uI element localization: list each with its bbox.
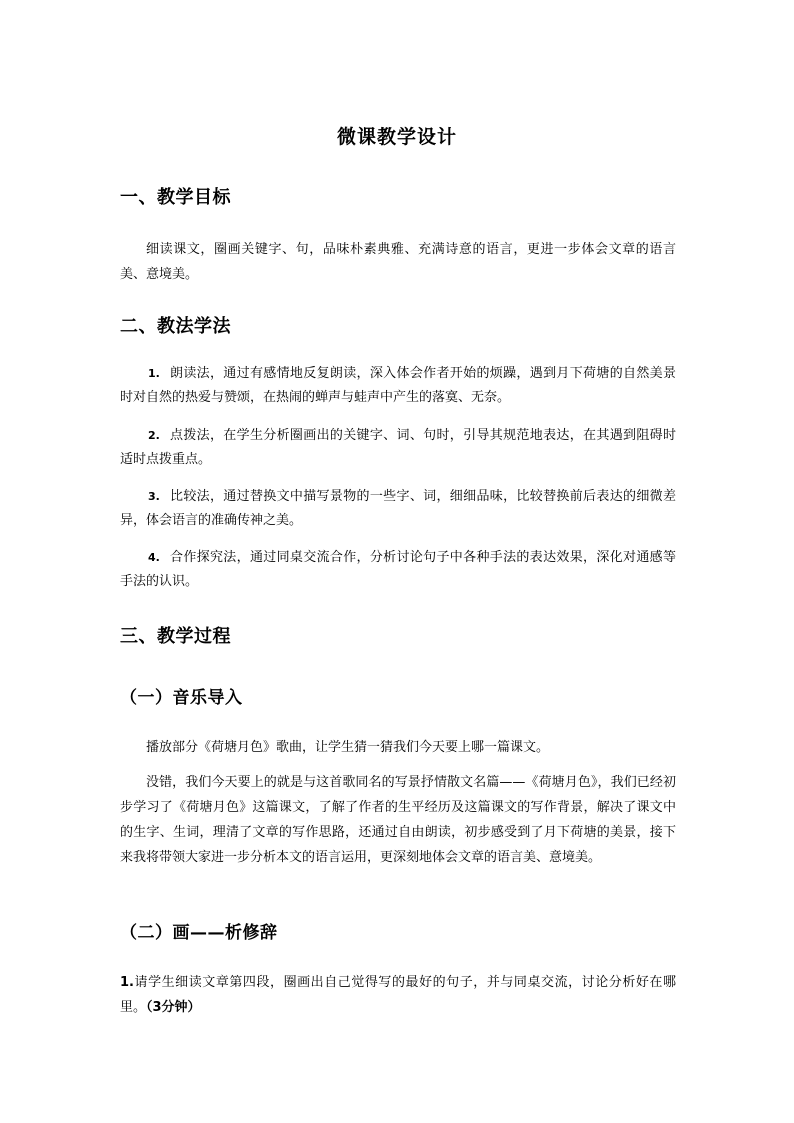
section-heading-process: 三、教学过程	[120, 626, 231, 647]
list-item-number: 1.	[148, 367, 160, 380]
document-title: 微课教学设计	[336, 126, 457, 148]
subsection-heading-rhetoric: （二）画——析修辞	[120, 923, 278, 943]
goals-paragraph: 细读课文，圈画关键字、句，品味朴素典雅、充满诗意的语言，更进一步体会文章的语言美、意境美。	[120, 242, 676, 282]
task-paragraph	[120, 970, 676, 1020]
list-item-text: 合作探究法，通过同桌交流合作，分析讨论句子中各种手法的表达效果，深化对通感等手法的认识。	[120, 550, 676, 589]
task-time: （3分钟）	[146, 1000, 201, 1015]
subsection-heading-music-intro: （一）音乐导入	[120, 688, 243, 708]
list-item-number: 2.	[148, 429, 160, 442]
list-item	[120, 362, 676, 410]
section-heading-methods: 二、教法学法	[120, 316, 231, 337]
music-intro-paragraph-1: 播放部分《荷塘月色》歌曲，让学生猜一猜我们今天要上哪一篇课文。	[146, 740, 550, 755]
music-intro-paragraph-2: 没错，我们今天要上的就是与这首歌同名的写景抒情散文名篇——《荷塘月色》，我们已经初步学习了《荷塘月色》这篇课文，了解了作者的生平经历及这篇课文的写作背景，解决了课文中的生字、生词，理清了文章的写作思路，还通过自由朗读，初步感受到了月下荷塘的美景，接下来我将带领大家进一步分析本文的语言运用，更深刻地体会文章的语言美、意境美。	[120, 775, 676, 865]
list-item-text: 朗读法，通过有感情地反复朗读，深入体会作者开始的烦躁，遇到月下荷塘的自然美景时对自然的热爱与赞颂，在热闹的蝉声与蛙声中产生的落寞、无奈。	[120, 366, 676, 405]
task-number: 1.	[120, 975, 134, 990]
list-item	[120, 424, 676, 472]
section-heading-goals: 一、教学目标	[120, 187, 231, 208]
list-item-number: 3.	[148, 490, 160, 503]
list-item-number: 4.	[148, 551, 160, 564]
list-item-text: 点拨法，在学生分析圈画出的关键字、词、句时，引导其规范地表达，在其遇到阻碍时适时点拨重点。	[120, 428, 676, 467]
task-text: 请学生细读文章第四段，圈画出自己觉得写的最好的句子，并与同桌交流，讨论分析好在哪里。	[120, 975, 676, 1015]
list-item	[120, 546, 676, 594]
list-item-text: 比较法，通过替换文中描写景物的一些字、词，细细品味，比较替换前后表达的细微差异，体会语言的准确传神之美。	[120, 489, 676, 528]
list-item	[120, 485, 676, 533]
